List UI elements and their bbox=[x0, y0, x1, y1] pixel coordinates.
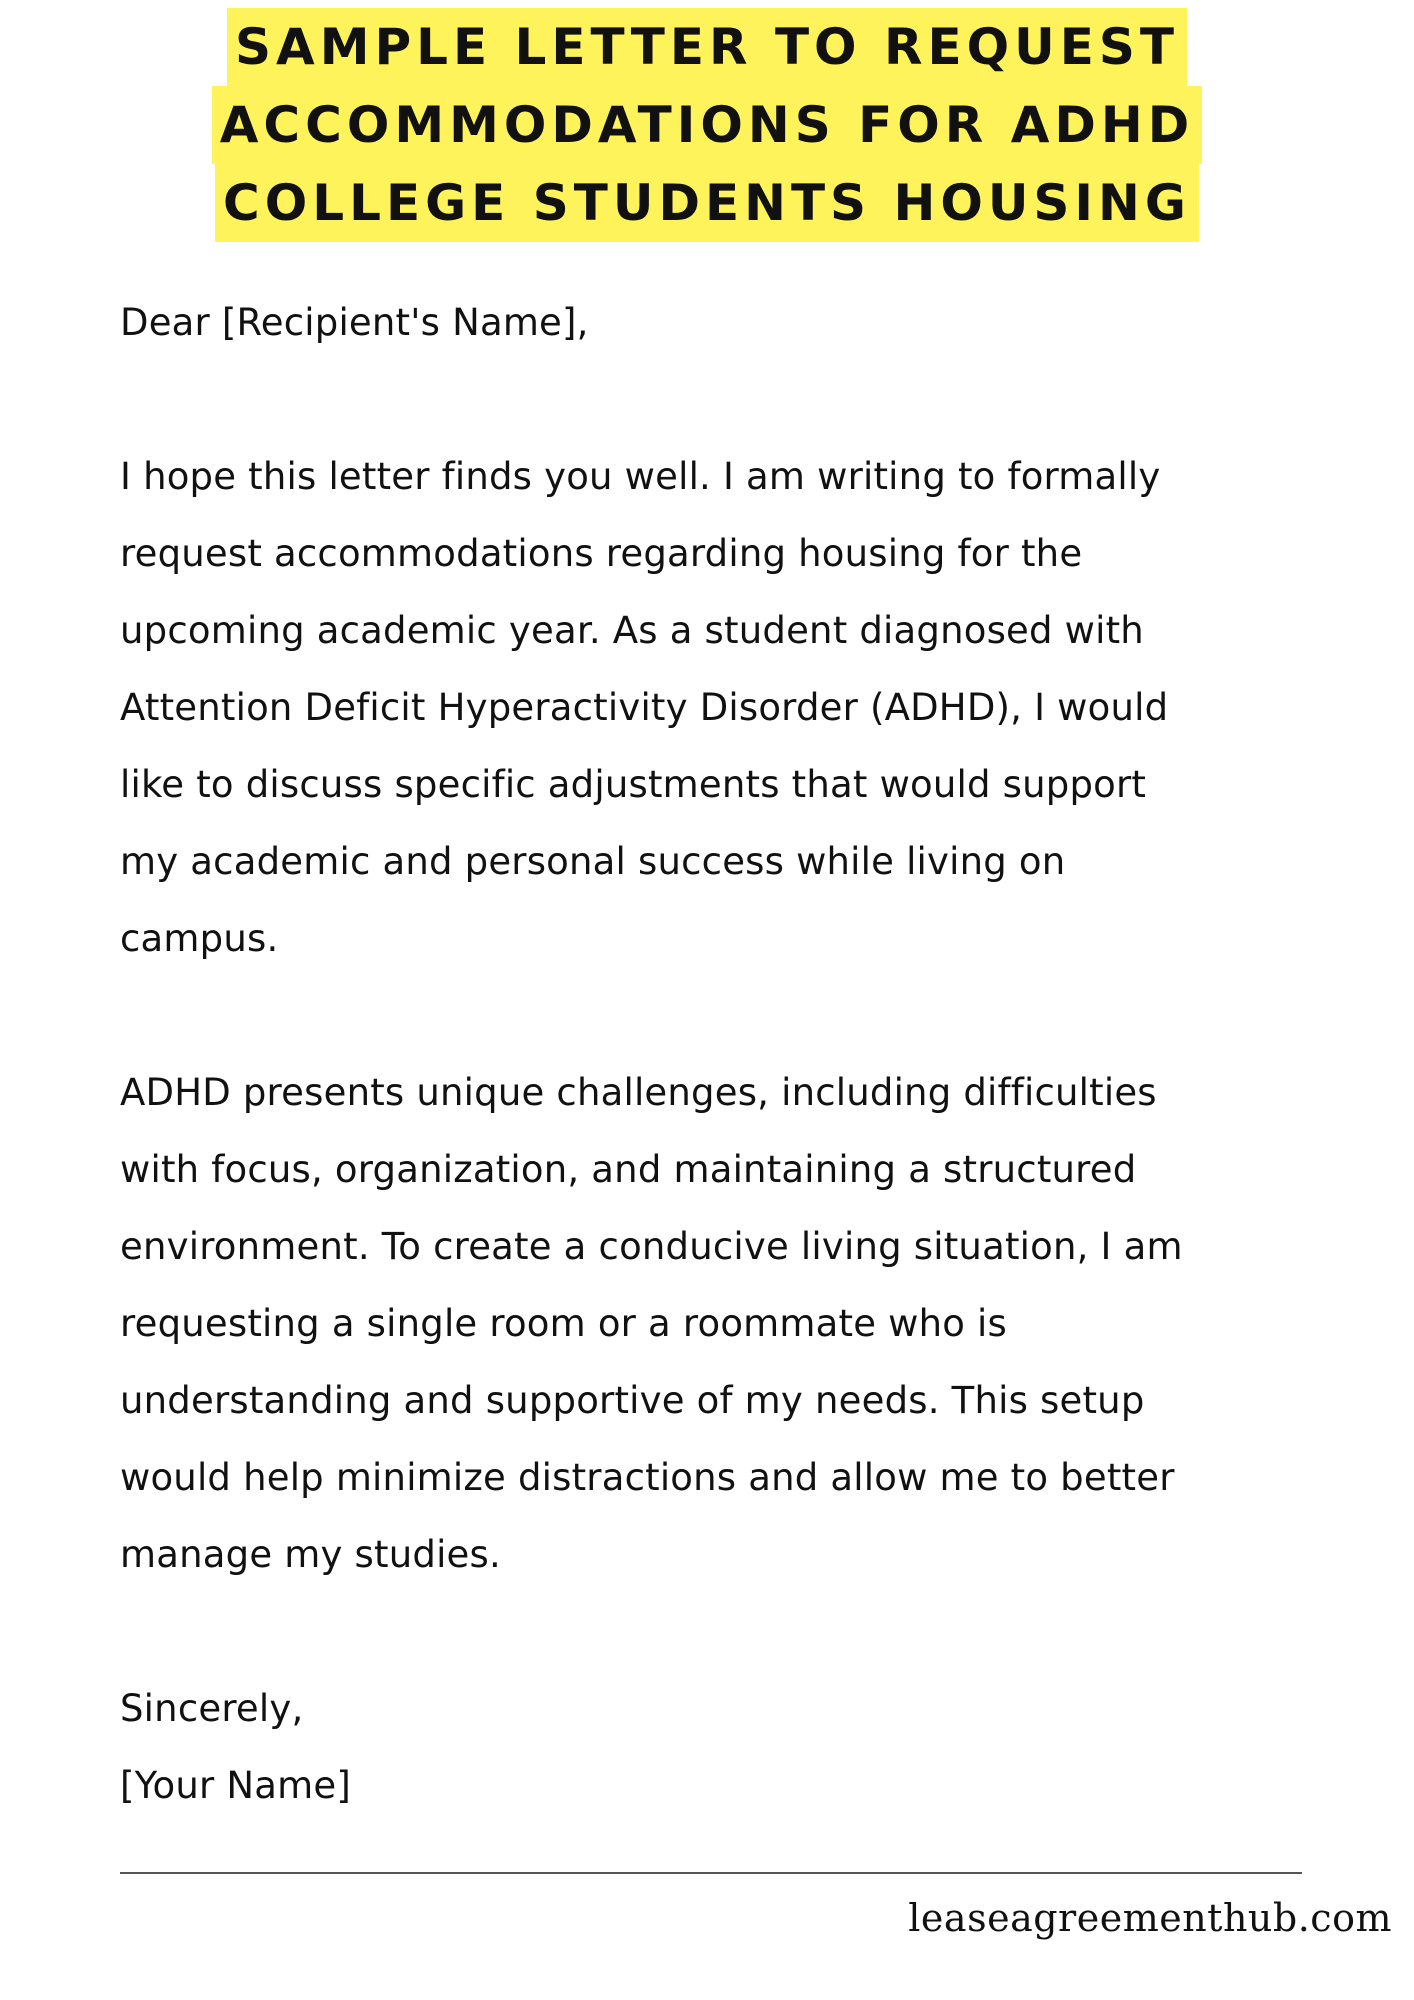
spacer bbox=[120, 977, 1350, 1054]
paragraph-line: manage my studies. bbox=[120, 1533, 501, 1576]
paragraph-line: request accommodations regarding housing for the bbox=[120, 532, 1083, 575]
paragraph-line: Attention Deficit Hyperactivity Disorder (ADHD), I would bbox=[120, 686, 1169, 729]
paragraph-line: like to discuss specific adjustments that would support bbox=[120, 763, 1147, 806]
paragraph-intro bbox=[120, 438, 1350, 977]
paragraph-challenges bbox=[120, 1054, 1350, 1593]
paragraph-line: would help minimize distractions and allow me to better bbox=[120, 1456, 1175, 1499]
paragraph-line: ADHD presents unique challenges, including difficulties bbox=[120, 1071, 1157, 1114]
title-line-2: ACCOMMODATIONS FOR ADHD bbox=[212, 86, 1203, 164]
signature: [Your Name] bbox=[120, 1764, 351, 1807]
spacer bbox=[120, 1593, 1350, 1670]
paragraph-line: with focus, organization, and maintaining a structured bbox=[120, 1148, 1137, 1191]
paragraph-line: campus. bbox=[120, 917, 279, 960]
paragraph-line: requesting a single room or a roommate who is bbox=[120, 1302, 1008, 1345]
paragraph-line: I hope this letter finds you well. I am writing to formally bbox=[120, 455, 1161, 498]
salutation: Dear [Recipient's Name], bbox=[120, 301, 589, 344]
footer-site: leaseagreementhub.com bbox=[908, 1896, 1392, 1940]
title-line-3: COLLEGE STUDENTS HOUSING bbox=[215, 164, 1199, 242]
spacer bbox=[120, 361, 1350, 438]
footer-divider bbox=[120, 1872, 1302, 1874]
letter-body bbox=[120, 284, 1350, 1824]
paragraph-line: understanding and supportive of my needs. This setup bbox=[120, 1379, 1145, 1422]
paragraph-line: upcoming academic year. As a student diagnosed with bbox=[120, 609, 1144, 652]
document-title bbox=[0, 8, 1414, 242]
paragraph-line: my academic and personal success while living on bbox=[120, 840, 1066, 883]
paragraph-line: environment. To create a conducive living situation, I am bbox=[120, 1225, 1183, 1268]
title-line-1: SAMPLE LETTER TO REQUEST bbox=[227, 8, 1187, 86]
closing: Sincerely, bbox=[120, 1687, 304, 1730]
